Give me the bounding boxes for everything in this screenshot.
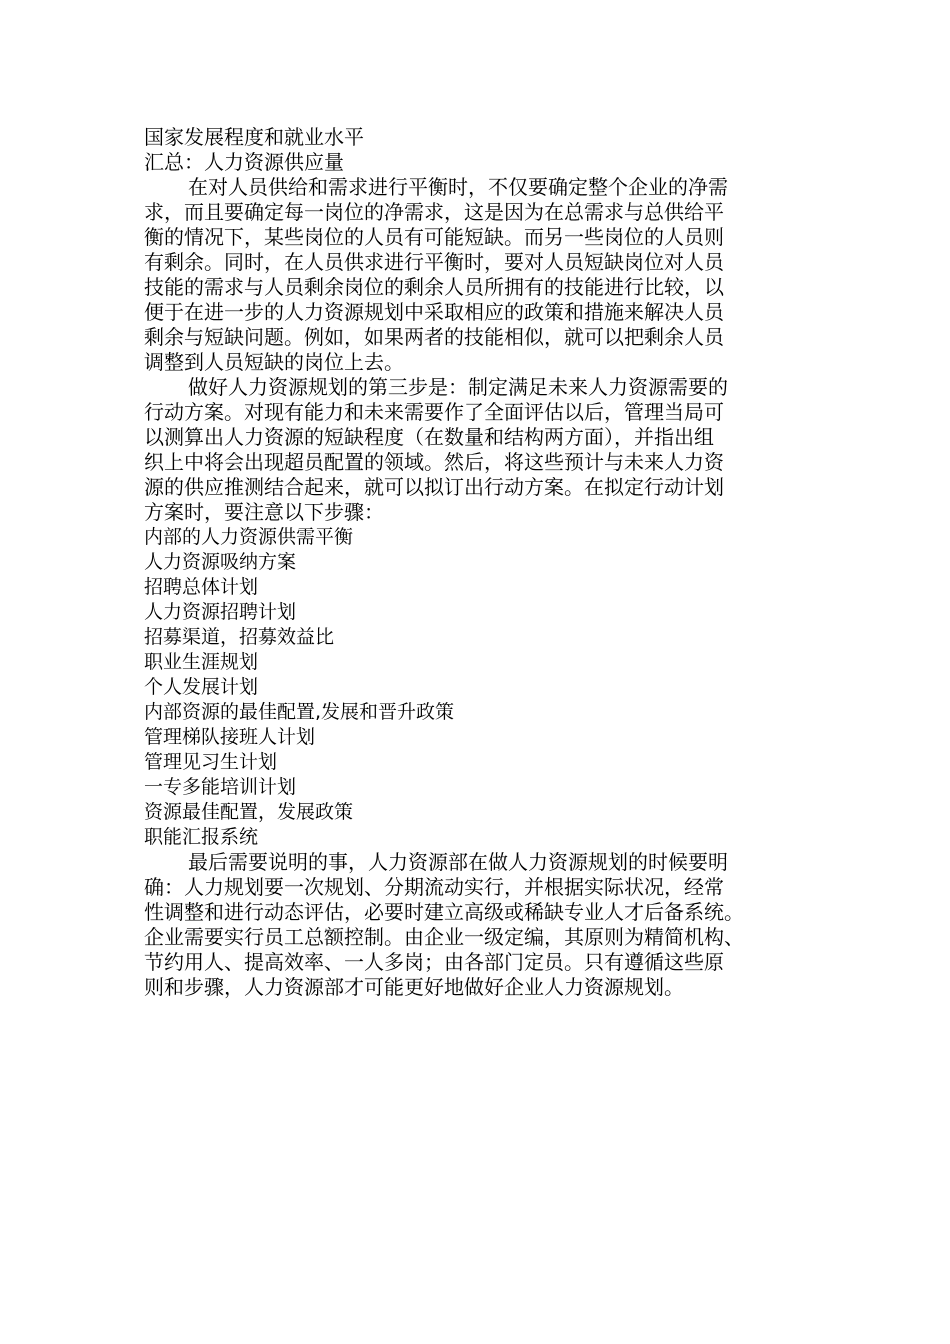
list-item: 职能汇报系统	[144, 826, 259, 848]
paragraph-1-line: 剩余与短缺问题。例如，如果两者的技能相似，就可以把剩余人员	[144, 325, 724, 349]
paragraph-1-line: 技能的需求与人员剩余岗位的剩余人员所拥有的技能进行比较，以	[144, 275, 724, 299]
paragraph-1	[144, 175, 808, 375]
paragraph-1-line: 便于在进一步的人力资源规划中采取相应的政策和措施来解决人员	[144, 300, 724, 324]
paragraph-2-line: 做好人力资源规划的第三步是：制定满足未来人力资源需要的	[188, 375, 728, 399]
paragraph-1-line: 求，而且要确定每一岗位的净需求，这是因为在总需求与总供给平	[144, 200, 724, 224]
list-item: 职业生涯规划	[144, 651, 259, 673]
paragraph-3-line: 最后需要说明的事，人力资源部在做人力资源规划的时候要明	[188, 850, 728, 874]
paragraph-2-line: 以测算出人力资源的短缺程度（在数量和结构两方面），并指出组	[144, 425, 714, 449]
paragraph-2-line: 织上中将会出现超员配置的领域。然后，将这些预计与未来人力资	[144, 450, 724, 474]
paragraph-1-line: 调整到人员短缺的岗位上去。	[144, 350, 404, 374]
paragraph-3-line: 节约用人、提高效率、一人多岗；由各部门定员。只有遵循这些原	[144, 950, 724, 974]
list-item: 人力资源招聘计划	[144, 601, 297, 623]
paragraph-1-line: 有剩余。同时，在人员供求进行平衡时，要对人员短缺岗位对人员	[144, 250, 724, 274]
list-item: 内部的人力资源供需平衡	[144, 526, 354, 548]
paragraph-2-line: 方案时，要注意以下步骤：	[144, 500, 384, 524]
list-item: 个人发展计划	[144, 676, 259, 698]
list-item: 一专多能培训计划	[144, 776, 297, 798]
paragraph-1-line: 在对人员供给和需求进行平衡时，不仅要确定整个企业的净需	[188, 175, 728, 199]
paragraph-3-line: 确：人力规划要一次规划、分期流动实行，并根据实际状况，经常	[144, 875, 724, 899]
list-item: 管理梯队接班人计划	[144, 726, 316, 748]
list-item: 招聘总体计划	[144, 576, 259, 598]
document-body	[144, 125, 808, 1000]
paragraph-2	[144, 375, 808, 525]
paragraph-2-line: 行动方案。对现有能力和未来需要作了全面评估以后，管理当局可	[144, 400, 724, 424]
list-item: 内部资源的最佳配置,发展和晋升政策	[144, 701, 455, 723]
paragraph-1-line: 衡的情况下，某些岗位的人员有可能短缺。而另一些岗位的人员则	[144, 225, 724, 249]
list-item: 招募渠道，招募效益比	[144, 626, 335, 648]
heading-line-2: 汇总：人力资源供应量	[144, 150, 344, 174]
steps-list	[144, 525, 808, 850]
list-item: 人力资源吸纳方案	[144, 551, 297, 573]
paragraph-3-line: 则和步骤，人力资源部才可能更好地做好企业人力资源规划。	[144, 975, 684, 999]
paragraph-3	[144, 850, 808, 1000]
list-item: 资源最佳配置，发展政策	[144, 801, 354, 823]
paragraph-3-line: 性调整和进行动态评估，必要时建立高级或稀缺专业人才后备系统。	[144, 900, 744, 924]
paragraph-2-line: 源的供应推测结合起来，就可以拟订出行动方案。在拟定行动计划	[144, 475, 724, 499]
list-item: 管理见习生计划	[144, 751, 278, 773]
paragraph-3-line: 企业需要实行员工总额控制。由企业一级定编，其原则为精简机构、	[144, 925, 744, 949]
heading-line-1: 国家发展程度和就业水平	[144, 125, 364, 149]
